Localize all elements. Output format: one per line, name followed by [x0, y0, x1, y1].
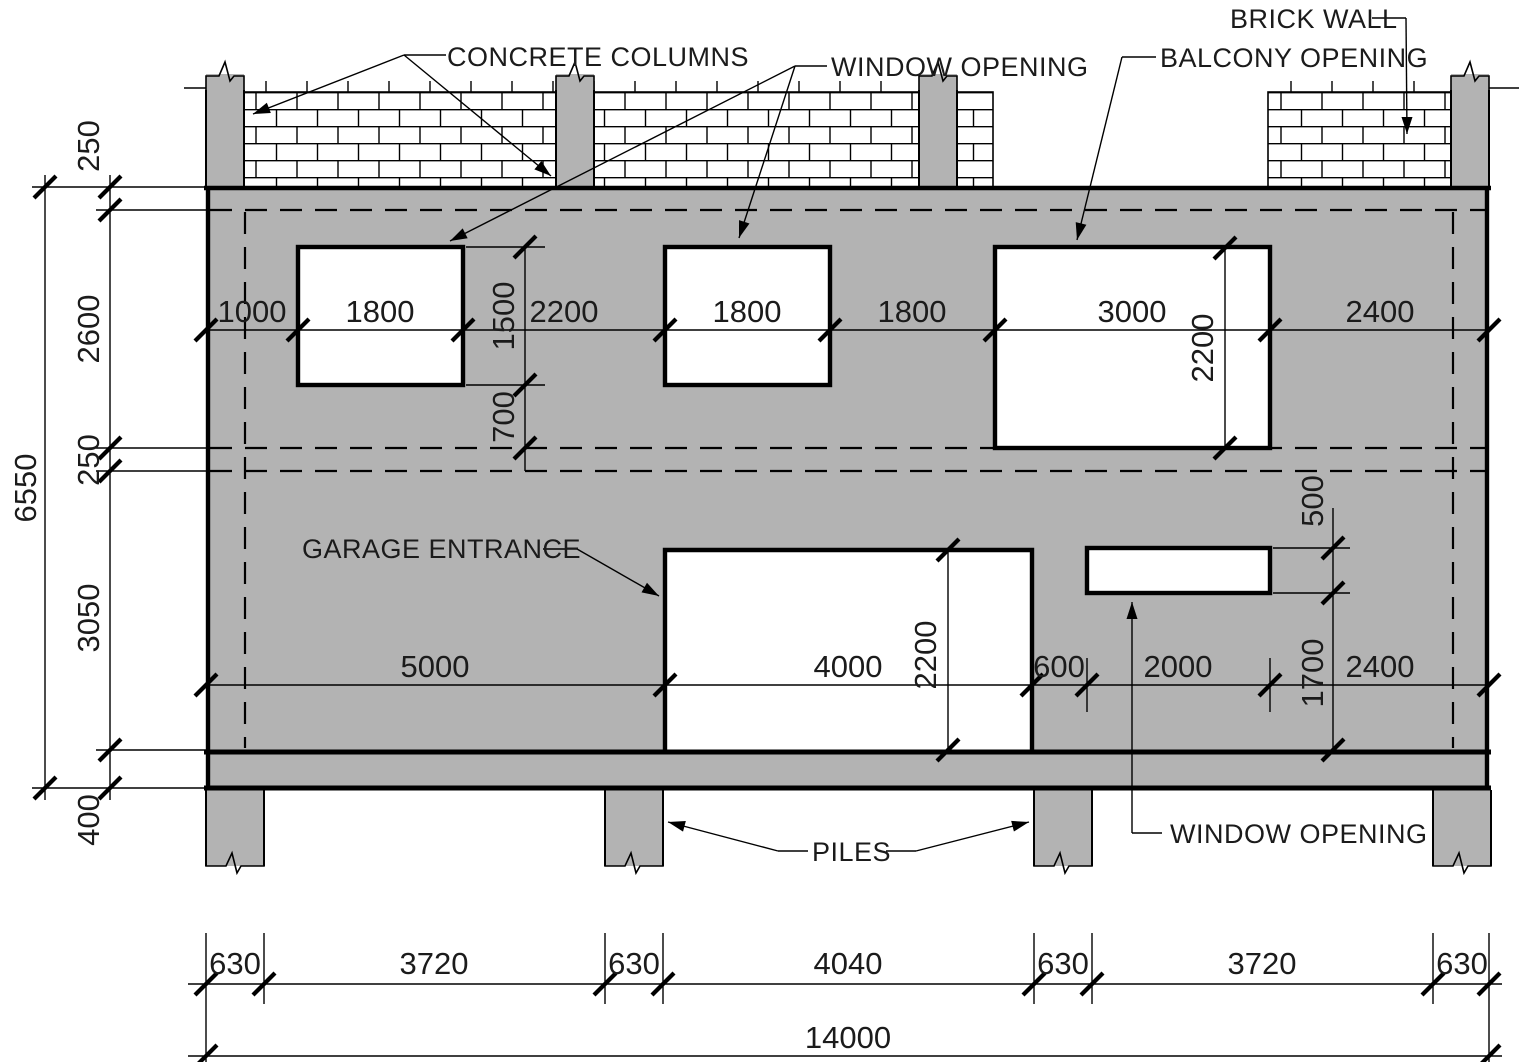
small-window-opening [1087, 548, 1270, 593]
dim-pile-4040: 4040 [813, 946, 883, 981]
dim-left-2600: 2600 [71, 294, 106, 364]
label-piles: PILES [812, 837, 892, 867]
balcony-opening [995, 247, 1270, 448]
concrete-column [1451, 74, 1489, 189]
brick-wall-sections [244, 81, 1451, 187]
dim-mid-5000: 5000 [400, 649, 470, 684]
concrete-column [206, 74, 244, 189]
dim-pile-630b: 630 [608, 946, 660, 981]
concrete-column [556, 74, 594, 189]
arrowhead-icon [1011, 817, 1030, 832]
dim-left-3050: 3050 [71, 583, 106, 653]
dim-balcony-height: 2200 [1185, 313, 1220, 383]
dim-small-window-sill: 1700 [1295, 638, 1330, 708]
dim-top-1800b: 1800 [712, 294, 782, 329]
pile [1034, 790, 1092, 866]
label-window-opening-top: WINDOW OPENING [831, 52, 1089, 82]
dim-mid-600: 600 [1033, 649, 1085, 684]
dim-window-height: 1500 [486, 281, 521, 351]
dim-top-2200: 2200 [529, 294, 599, 329]
dim-top-3000: 3000 [1097, 294, 1167, 329]
dim-garage-height: 2200 [908, 620, 943, 690]
dim-pile-3720b: 3720 [1227, 946, 1297, 981]
dim-mid-4000: 4000 [813, 649, 883, 684]
dim-total-width: 14000 [804, 1020, 892, 1055]
label-window-opening-bottom: WINDOW OPENING [1170, 819, 1428, 849]
arrowhead-icon [667, 817, 686, 832]
pile [1433, 790, 1491, 866]
concrete-column [919, 74, 957, 189]
pile [605, 790, 663, 866]
dim-pile-3720a: 3720 [399, 946, 469, 981]
dim-mid-2400: 2400 [1345, 649, 1415, 684]
dim-top-1800c: 1800 [877, 294, 947, 329]
pile [206, 790, 264, 866]
dim-window-sill: 700 [486, 391, 521, 443]
dim-pile-630a: 630 [209, 946, 261, 981]
label-concrete-columns: CONCRETE COLUMNS [447, 42, 750, 72]
dim-small-window-height: 500 [1295, 475, 1330, 527]
dim-left-250b: 250 [71, 434, 106, 486]
dim-left-250a: 250 [71, 120, 106, 172]
dim-mid-2000: 2000 [1143, 649, 1213, 684]
dim-top-1800a: 1800 [345, 294, 415, 329]
dim-top-1000: 1000 [217, 294, 287, 329]
dim-top-2400: 2400 [1345, 294, 1415, 329]
dim-pile-630d: 630 [1436, 946, 1488, 981]
label-brick-wall: BRICK WALL [1230, 4, 1398, 34]
label-balcony-opening: BALCONY OPENING [1160, 43, 1429, 73]
dim-total-height: 6550 [8, 453, 43, 523]
label-garage-entrance: GARAGE ENTRANCE [302, 534, 582, 564]
dim-left-400: 400 [71, 794, 106, 846]
dim-pile-630c: 630 [1037, 946, 1089, 981]
grade-beam [206, 750, 1489, 790]
